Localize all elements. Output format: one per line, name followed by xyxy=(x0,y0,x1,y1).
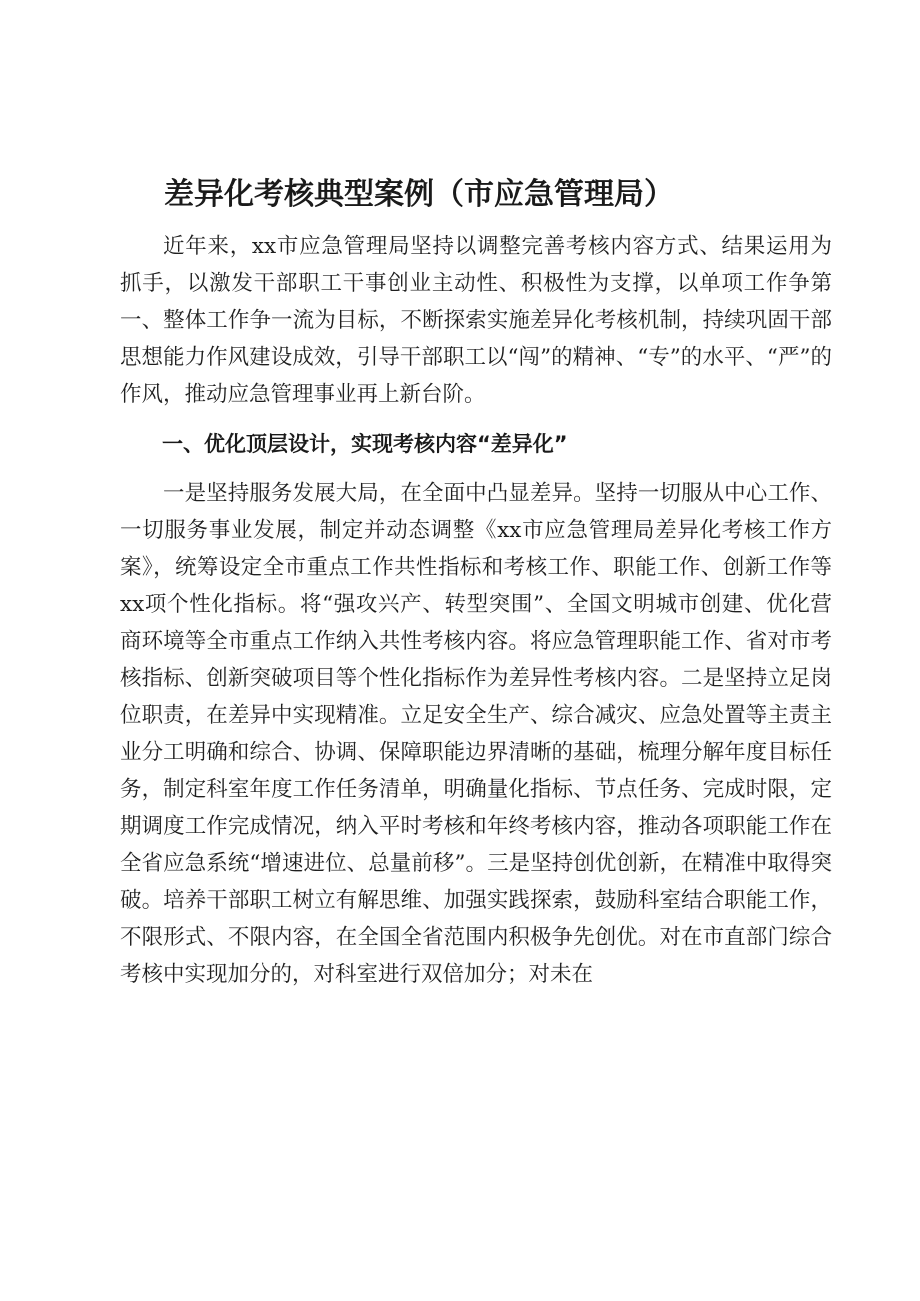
document-body xyxy=(120,228,832,993)
intro-paragraph: 近年来，xx市应急管理局坚持以调整完善考核内容方式、结果运用为抓手，以激发干部职工干事创业主动性、积极性为支撑，以单项工作争第一、整体工作争一流为目标，不断探索实施差异化考核机制，持续巩固干部思想能力作风建设成效，引导干部职工以“闯”的精神、“专”的水平、“严”的作风，推动应急管理事业再上新台阶。 xyxy=(120,234,832,407)
document-title: 差异化考核典型案例（市应急管理局） xyxy=(164,177,674,212)
section-heading: 一、优化顶层设计，实现考核内容“差异化” xyxy=(162,432,568,456)
section-paragraph: 一是坚持服务发展大局，在全面中凸显差异。坚持一切服从中心工作、一切服务事业发展，制定并动态调整《xx市应急管理局差异化考核工作方案》，统筹设定全市重点工作共性指标和考核工作、职能工作、创新工作等xx项个性化指标。将“强攻兴产、转型突围”、全国文明城市创建、优化营商环境等全市重点工作纳入共性考核内容。将应急管理职能工作、省对市考核指标、创新突破项目等个性化指标作为差异性考核内容。二是坚持立足岗位职责，在差异中实现精准。立足安全生产、综合减灾、应急处置等主责主业分工明确和综合、协调、保障职能边界清晰的基础，梳理分解年度目标任务，制定科室年度工作任务清单，明确量化指标、节点任务、完成时限，定期调度工作完成情况，纳入平时考核和年终考核内容，推动各项职能工作在全省应急系统“增速进位、总量前移”。三是坚持创优创新，在精准中取得突破。培养干部职工树立有解思维、加强实践探索，鼓励科室结合职能工作，不限形式、不限内容，在全国全省范围内积极争先创优。对在市直部门综合考核中实现加分的，对科室进行双倍加分；对未在 xyxy=(120,481,832,987)
